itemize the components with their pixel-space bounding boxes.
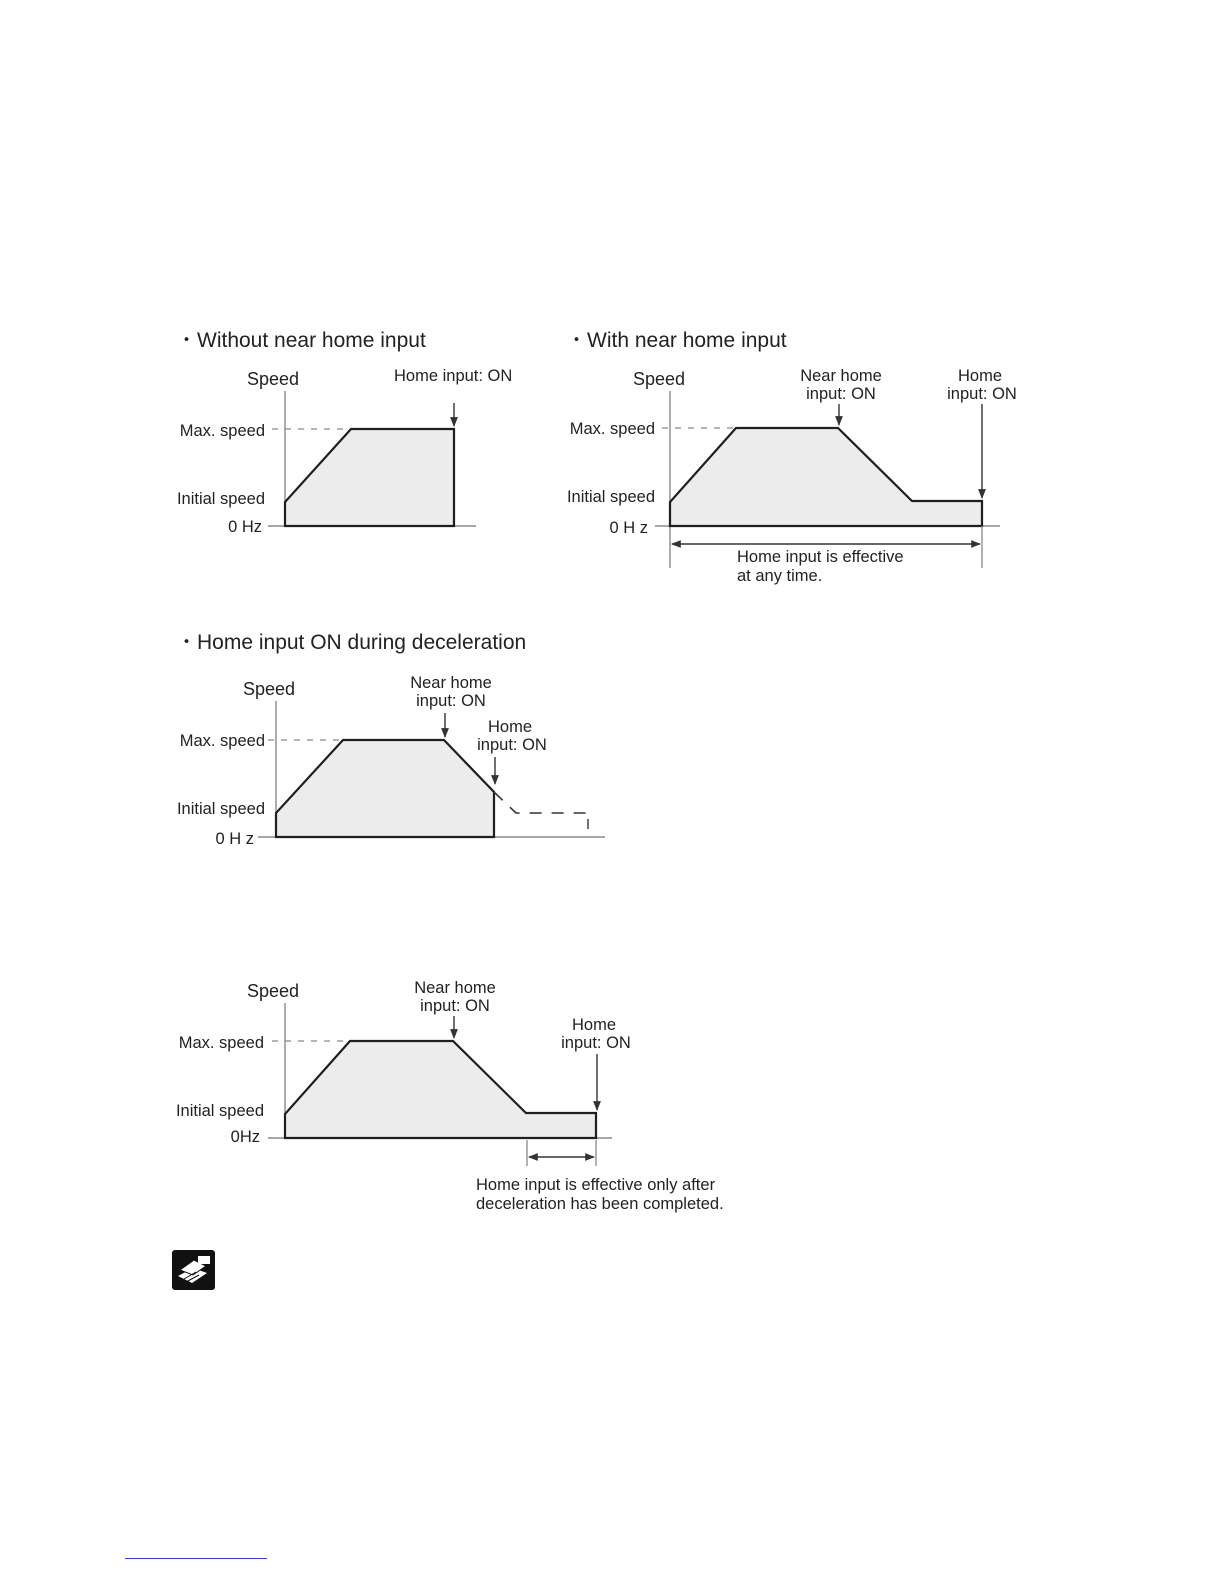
max-speed-label: Max. speed bbox=[178, 1034, 264, 1052]
speed-profile bbox=[285, 429, 454, 526]
initial-speed-label: Initial speed bbox=[566, 488, 655, 506]
home-label-1: Home bbox=[571, 1016, 617, 1034]
planned-decel-dashed bbox=[494, 792, 590, 813]
y-axis-label: Speed bbox=[247, 369, 300, 389]
near-home-label-2: input: ON bbox=[806, 385, 876, 403]
initial-speed-label: Initial speed bbox=[176, 800, 265, 818]
near-home-label-1: Near home bbox=[414, 979, 496, 997]
home-label-1: Home bbox=[487, 718, 533, 736]
diagram-title: ・With near home input bbox=[566, 329, 787, 352]
near-home-label-2: input: ON bbox=[416, 692, 486, 710]
diagram-during-deceleration bbox=[176, 631, 605, 848]
speed-profile bbox=[276, 740, 494, 837]
diagram-after-deceleration bbox=[176, 979, 724, 1213]
near-home-label-1: Near home bbox=[410, 674, 492, 692]
max-speed-label: Max. speed bbox=[569, 420, 655, 438]
home-input-label: Home input: ON bbox=[394, 367, 513, 385]
diagram-title: ・Without near home input bbox=[176, 329, 426, 352]
zero-hz-label: 0Hz bbox=[230, 1128, 260, 1146]
diagram-with-near-home bbox=[566, 329, 1017, 585]
initial-speed-label: Initial speed bbox=[175, 1102, 264, 1120]
zero-hz-label: 0 H z bbox=[215, 830, 254, 848]
manual-book-icon bbox=[172, 1250, 215, 1290]
max-speed-label: Max. speed bbox=[179, 422, 265, 440]
y-axis-label: Speed bbox=[633, 369, 686, 389]
home-label-2: input: ON bbox=[947, 385, 1017, 403]
footnote-separator bbox=[125, 1558, 267, 1559]
effective-note-1: Home input is effective bbox=[737, 548, 904, 566]
effective-note-1: Home input is effective only after bbox=[476, 1176, 716, 1194]
zero-hz-label: 0 H z bbox=[609, 519, 648, 537]
diagram-title: ・Home input ON during deceleration bbox=[176, 631, 527, 654]
initial-speed-label: Initial speed bbox=[176, 490, 265, 508]
effective-note-2: at any time. bbox=[737, 567, 823, 585]
y-axis-label: Speed bbox=[243, 679, 296, 699]
near-home-label-1: Near home bbox=[800, 367, 882, 385]
effective-note-2: deceleration has been completed. bbox=[476, 1195, 724, 1213]
home-label-2: input: ON bbox=[477, 736, 547, 754]
home-label-2: input: ON bbox=[561, 1034, 631, 1052]
speed-profile bbox=[285, 1041, 596, 1138]
near-home-label-2: input: ON bbox=[420, 997, 490, 1015]
max-speed-label: Max. speed bbox=[179, 732, 265, 750]
diagram-without-near-home bbox=[176, 329, 512, 536]
y-axis-label: Speed bbox=[247, 981, 300, 1001]
speed-profile bbox=[670, 428, 982, 526]
zero-hz-label: 0 Hz bbox=[228, 518, 262, 536]
home-label-1: Home bbox=[957, 367, 1003, 385]
